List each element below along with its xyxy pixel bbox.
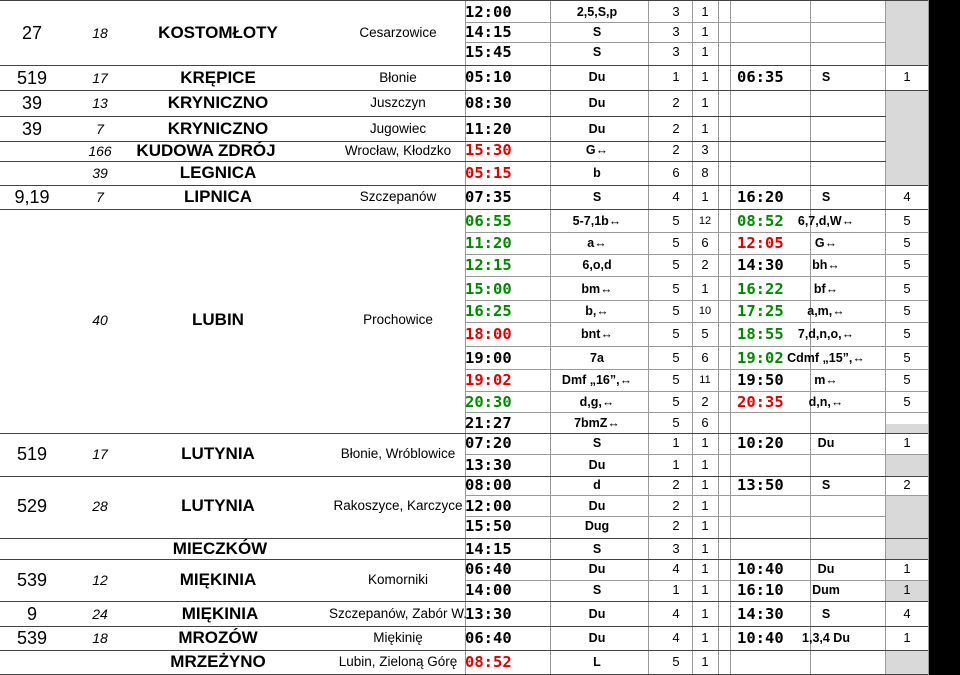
departure-notes: S	[592, 45, 602, 59]
platform: 5	[672, 303, 680, 318]
departure-time: 08:30	[465, 94, 512, 112]
destination-name: KRĘPICE	[180, 67, 256, 87]
row-separator	[0, 626, 928, 627]
departure-time-2: 12:05	[737, 234, 784, 252]
row-separator	[0, 559, 928, 560]
departure-time-2: 16:20	[737, 188, 784, 206]
platform-2: 2	[903, 477, 911, 492]
departure-notes-2: S	[821, 607, 831, 621]
departure-time-2: 16:22	[737, 280, 784, 298]
via-stops: Juszczyn	[370, 95, 426, 110]
grid-vline	[718, 0, 719, 675]
grid-vline	[730, 0, 731, 675]
via-stops: Szczepanów	[359, 189, 437, 204]
destination-name: LIPNICA	[184, 187, 252, 206]
stand-2: 2	[938, 326, 946, 341]
stand-2: 1	[938, 582, 946, 597]
departure-notes-2: S	[821, 478, 831, 492]
departure-notes-2: d,n,↔	[808, 395, 844, 409]
platform-2: 1	[903, 69, 911, 84]
stand: 1	[701, 121, 709, 136]
departure-notes: S	[592, 583, 602, 597]
stand: 1	[701, 435, 709, 450]
row-separator	[0, 433, 928, 434]
departure-notes-2: Du	[817, 436, 835, 450]
line-separator	[465, 346, 928, 347]
platform: 4	[672, 561, 680, 576]
line-separator	[465, 516, 928, 517]
platform: 5	[672, 654, 680, 669]
departure-time: 08:00	[465, 476, 512, 494]
departure-notes-2: G↔	[814, 236, 838, 250]
empty-cell	[886, 496, 928, 538]
platform: 6	[672, 165, 680, 180]
stand: 1	[701, 95, 709, 110]
platform: 2	[672, 142, 680, 157]
platform: 2	[672, 95, 680, 110]
departure-time-2: 18:55	[737, 325, 784, 343]
platform-2: 1	[903, 435, 911, 450]
platform-2: 1	[903, 582, 911, 597]
platform: 1	[672, 69, 680, 84]
line-separator	[465, 276, 928, 277]
departure-time-2: 19:50	[737, 371, 784, 389]
departure-notes: Du	[588, 499, 606, 513]
stand: 1	[701, 44, 709, 59]
platform: 2	[672, 518, 680, 533]
departure-notes: S	[592, 542, 602, 556]
departure-notes: Du	[588, 562, 606, 576]
line-number: 39	[21, 93, 43, 113]
distance-km: 17	[92, 446, 108, 462]
departure-notes: a↔	[587, 236, 607, 250]
via-stops: Błonie, Wróblowice	[340, 446, 456, 461]
platform: 3	[672, 4, 680, 19]
departure-notes: b	[593, 166, 601, 180]
platform: 5	[672, 415, 680, 430]
departure-notes: S	[592, 436, 602, 450]
row-separator	[0, 116, 928, 117]
departure-time: 08:52	[465, 653, 512, 671]
distance-km: 24	[92, 605, 108, 622]
departure-notes-2: bf↔	[813, 282, 839, 296]
via-stops: Jugowiec	[369, 120, 427, 136]
platform-2: 1	[903, 561, 911, 576]
stand-2: 3	[938, 235, 946, 250]
stand: 1	[701, 4, 709, 19]
distance-km: 39	[92, 165, 108, 181]
line-separator	[465, 254, 928, 255]
departure-time-2: 10:20	[737, 434, 784, 452]
line-number: 9,19	[14, 187, 50, 207]
departure-notes: G↔	[585, 143, 609, 157]
departure-time: 18:00	[465, 325, 512, 343]
departure-time: 15:45	[465, 43, 512, 61]
departure-time: 11:20	[465, 120, 512, 138]
stand-2: 1	[938, 606, 946, 621]
departure-notes: bm↔	[581, 282, 613, 296]
line-separator	[465, 412, 928, 413]
destination-name: MIECZKÓW	[172, 538, 268, 558]
departure-notes-2: 7,d,n,o,↔	[797, 327, 855, 341]
destination-name: MIĘKINIA	[179, 570, 257, 589]
platform: 1	[672, 582, 680, 597]
stand: 1	[701, 561, 709, 576]
departure-time: 12:15	[465, 256, 512, 274]
platform-2: 5	[903, 213, 911, 228]
destination-name: MRZEŻYNO	[170, 652, 266, 671]
line-separator	[465, 42, 928, 43]
stand: 5	[701, 326, 709, 341]
departure-time: 14:00	[465, 581, 512, 599]
departure-notes: Du	[588, 458, 606, 472]
line-number: 539	[16, 570, 48, 590]
line-number: 519	[16, 67, 48, 88]
departure-time: 15:00	[465, 280, 512, 298]
stand: 1	[701, 498, 709, 513]
platform: 5	[672, 257, 680, 272]
line-separator	[465, 300, 928, 301]
departure-time: 14:15	[465, 540, 512, 558]
departure-time-2: 14:30	[737, 256, 784, 274]
departure-notes: bnt↔	[581, 327, 613, 341]
row-separator	[0, 90, 928, 91]
distance-km: 7	[96, 189, 104, 205]
departure-time-2: 08:52	[737, 212, 784, 230]
grid-vline	[648, 0, 649, 675]
platform-2: 5	[903, 235, 911, 250]
departure-time: 15:50	[465, 517, 512, 535]
departure-time: 21:27	[465, 414, 512, 432]
platform: 1	[672, 435, 680, 450]
stand: 6	[701, 350, 709, 365]
departure-notes: 2,5,S,p	[576, 5, 618, 19]
via-stops: Prochowice	[363, 312, 433, 327]
stand: 2	[701, 257, 709, 272]
platform: 2	[672, 498, 680, 513]
stand: 1	[701, 477, 709, 492]
departure-time: 05:15	[465, 164, 512, 182]
platform: 5	[672, 372, 680, 387]
stand-2: 1	[938, 477, 946, 492]
platform: 3	[672, 24, 680, 39]
platform: 2	[672, 477, 680, 492]
distance-km: 166	[88, 143, 112, 159]
departure-notes: Du	[588, 70, 606, 84]
via-stops: Lubin, Zieloną Górę	[338, 654, 458, 669]
departure-time-2: 17:25	[737, 302, 784, 320]
via-stops: Szczepanów, Zabór W.	[328, 605, 468, 621]
stand: 1	[701, 189, 709, 204]
departure-time: 13:30	[465, 456, 512, 474]
line-number: 9	[26, 603, 38, 624]
platform: 5	[672, 281, 680, 296]
platform: 5	[672, 213, 680, 228]
platform: 1	[672, 457, 680, 472]
departure-notes-2: 1,3,4 Du	[802, 631, 850, 645]
departure-notes-2: Dum	[812, 583, 840, 597]
empty-cell	[886, 539, 928, 559]
platform: 4	[672, 189, 680, 204]
destination-name: LEGNICA	[179, 163, 257, 182]
via-stops: Rakoszyce, Karczyce	[333, 498, 463, 513]
departure-notes: b,↔	[585, 304, 609, 318]
stand-2: 1	[938, 213, 946, 228]
grid-vline	[928, 0, 929, 675]
departure-notes: Du	[588, 607, 606, 621]
departure-notes: L	[593, 655, 601, 669]
distance-km: 18	[92, 24, 108, 41]
platform: 3	[672, 44, 680, 59]
departure-notes-2: S	[821, 70, 831, 84]
line-number: 39	[21, 118, 43, 139]
platform: 3	[672, 541, 680, 556]
stand: 6	[701, 415, 709, 430]
stand-2: 11	[936, 352, 948, 364]
platform-2: 4	[903, 606, 911, 621]
stand: 1	[701, 518, 709, 533]
line-separator	[465, 391, 928, 392]
stand-2: 1	[938, 189, 946, 204]
departure-time: 12:00	[465, 497, 512, 515]
distance-km: 40	[92, 312, 108, 328]
line-number: 27	[21, 22, 43, 43]
grid-vline	[550, 0, 551, 675]
departure-time-2: 20:35	[737, 393, 784, 411]
stand: 3	[701, 142, 709, 157]
stand: 1	[701, 24, 709, 39]
stand: 1	[701, 457, 709, 472]
platform: 4	[672, 606, 680, 621]
departure-time: 06:40	[465, 560, 512, 578]
empty-cell	[886, 455, 928, 476]
departure-time-2: 19:02	[737, 349, 784, 367]
distance-km: 17	[92, 69, 108, 86]
row-separator	[0, 209, 928, 210]
destination-name: KRYNICZNO	[167, 118, 269, 138]
platform: 2	[672, 121, 680, 136]
stand-2: 1	[938, 435, 946, 450]
line-number: 519	[16, 444, 48, 464]
stand-2: 1	[938, 561, 946, 576]
departure-notes: d,g,↔	[579, 395, 615, 409]
distance-km: 7	[96, 120, 104, 137]
via-stops: Błonie	[379, 69, 417, 85]
stand: 1	[701, 630, 709, 645]
row-separator	[0, 476, 928, 477]
stand-2: 6	[938, 372, 946, 387]
row-separator	[0, 0, 928, 1]
departure-time-2: 06:35	[737, 68, 784, 86]
line-separator	[465, 495, 928, 496]
departure-notes: Du	[588, 96, 606, 110]
departure-notes: 7a	[590, 351, 604, 365]
stand: 1	[701, 541, 709, 556]
stand-2: 1	[938, 69, 946, 84]
line-separator	[465, 580, 928, 581]
via-stops: Wrocław, Kłodzko	[344, 143, 452, 158]
empty-cell	[886, 1, 928, 65]
departure-time: 12:00	[465, 3, 512, 21]
stand: 11	[699, 374, 711, 386]
departure-notes-2: S	[821, 190, 831, 204]
row-separator	[0, 185, 928, 186]
destination-name: LUBIN	[192, 310, 244, 329]
distance-km: 18	[92, 630, 108, 646]
departure-time-2: 16:10	[737, 581, 784, 599]
departure-time: 16:25	[465, 302, 512, 320]
departure-time: 20:30	[465, 393, 512, 411]
destination-name: KOSTOMŁOTY	[158, 22, 278, 42]
departure-notes-2: Cdmf „15”,↔	[787, 351, 865, 365]
via-stops: Komorniki	[367, 572, 429, 587]
platform: 5	[672, 326, 680, 341]
departure-time-2: 13:50	[737, 476, 784, 494]
destination-name: LUTYNIA	[181, 496, 255, 515]
grid-vline	[692, 0, 693, 675]
departure-time: 13:30	[465, 605, 512, 623]
row-separator	[0, 161, 928, 162]
platform-2: 5	[903, 257, 911, 272]
departure-notes-2: m↔	[814, 373, 838, 387]
destination-name: KRYNICZNO	[167, 93, 269, 112]
line-separator	[465, 369, 928, 370]
stand-2: 10	[935, 305, 949, 317]
destination-name: MIĘKINIA	[181, 603, 259, 623]
stand: 1	[701, 281, 709, 296]
departure-notes: Du	[588, 631, 606, 645]
via-stops: Cesarzowice	[359, 24, 437, 40]
distance-km: 12	[92, 572, 108, 588]
destination-name: MROZÓW	[178, 628, 258, 647]
stand: 8	[701, 165, 709, 180]
platform-2: 5	[903, 326, 911, 341]
destination-name: LUTYNIA	[181, 444, 255, 463]
platform-2: 4	[903, 189, 911, 204]
platform-2: 5	[903, 303, 911, 318]
departure-notes: Dmf „16”,↔	[561, 373, 633, 387]
departure-notes: Dug	[584, 519, 610, 533]
stand: 2	[701, 394, 709, 409]
platform: 5	[672, 350, 680, 365]
row-separator	[0, 601, 928, 602]
stand: 1	[701, 582, 709, 597]
stand-2: 10	[935, 396, 949, 408]
platform-2: 5	[903, 394, 911, 409]
departure-notes: 6,o,d	[582, 258, 612, 272]
line-separator	[465, 322, 928, 323]
line-number: 539	[16, 628, 48, 648]
departure-time: 07:35	[465, 188, 512, 206]
row-separator	[0, 65, 928, 66]
stand: 1	[701, 654, 709, 669]
empty-cell	[886, 424, 928, 433]
empty-cell	[886, 91, 928, 185]
row-separator	[0, 650, 928, 651]
via-stops: Miękinię	[373, 630, 423, 645]
departure-time-2: 10:40	[737, 629, 784, 647]
departure-notes: S	[592, 25, 602, 39]
stand: 12	[698, 215, 712, 227]
stand-2: 6	[938, 257, 946, 272]
departure-notes: d	[593, 478, 601, 492]
departure-time: 07:20	[465, 434, 512, 452]
departure-notes: S	[592, 190, 602, 204]
distance-km: 28	[92, 498, 108, 514]
platform-2: 5	[903, 372, 911, 387]
platform: 4	[672, 630, 680, 645]
stand-2: 1	[938, 630, 946, 645]
departure-time: 06:40	[465, 629, 512, 647]
departure-notes: Du	[588, 122, 606, 136]
stand-2: 11	[936, 283, 948, 295]
stand: 1	[701, 69, 709, 84]
empty-cell	[886, 651, 928, 674]
departure-notes-2: bh↔	[812, 258, 840, 272]
departure-notes-2: Du	[817, 562, 835, 576]
line-separator	[465, 232, 928, 233]
platform: 5	[672, 235, 680, 250]
platform-2: 5	[903, 281, 911, 296]
stand: 1	[701, 606, 709, 621]
platform-2: 5	[903, 350, 911, 365]
departure-time-2: 14:30	[737, 605, 784, 623]
departure-time: 05:10	[465, 68, 512, 86]
stand: 6	[701, 235, 709, 250]
departure-notes: 7bmZ↔	[574, 416, 620, 430]
platform-2: 1	[903, 630, 911, 645]
row-separator	[0, 538, 928, 539]
destination-name: KUDOWA ZDRÓJ	[136, 141, 276, 160]
departure-time-2: 10:40	[737, 560, 784, 578]
line-number: 529	[16, 496, 48, 516]
departure-notes-2: 6,7,d,W↔	[797, 214, 855, 228]
stand: 10	[698, 305, 712, 317]
departure-notes-2: a,m,↔	[807, 304, 845, 318]
departure-time: 06:55	[465, 212, 512, 230]
line-separator	[465, 22, 928, 23]
line-separator	[465, 454, 928, 455]
departure-time: 11:20	[465, 234, 512, 252]
distance-km: 13	[92, 95, 108, 111]
departure-time: 15:30	[465, 141, 512, 159]
departure-time: 19:00	[465, 349, 512, 367]
platform: 5	[672, 394, 680, 409]
departure-time: 14:15	[465, 23, 512, 41]
departure-time: 19:02	[465, 371, 512, 389]
departure-notes: 5-7,1b↔	[572, 214, 622, 228]
